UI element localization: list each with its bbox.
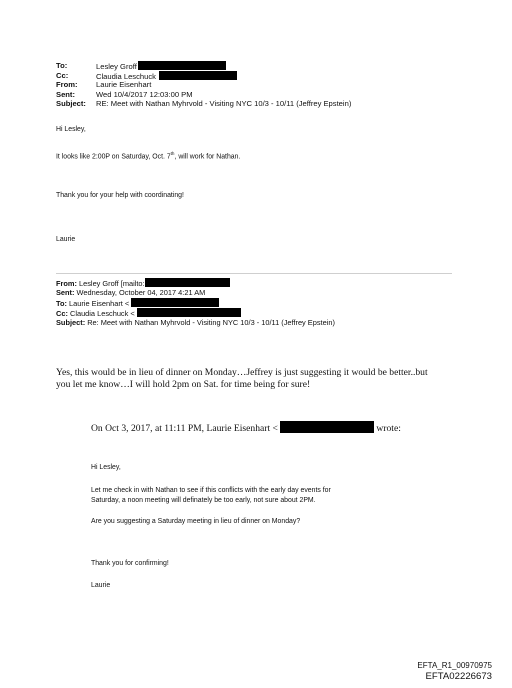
quote-intro-text: On Oct 3, 2017, at 11:11 PM, Laurie Eisenhart <	[91, 423, 278, 434]
quoted-to-label: To:	[56, 299, 67, 308]
header-cc-value: Claudia Leschuck	[96, 71, 156, 81]
header-sent-value: Wed 10/4/2017 12:03:00 PM	[96, 89, 193, 99]
quoted-from-label: From:	[56, 279, 77, 288]
message1-greeting: Hi Lesley,	[56, 126, 86, 133]
message3-para2: Are you suggesting a Saturday meeting in lieu of dinner on Monday?	[91, 518, 301, 525]
quote-intro-wrote: wrote:	[376, 423, 401, 434]
redaction-box	[159, 71, 237, 80]
header-from-label: From:	[56, 80, 78, 90]
redaction-box	[280, 421, 374, 433]
quoted-subject-row	[56, 318, 335, 328]
quoted-from-value: Lesley Groff [mailto:	[79, 279, 145, 288]
quoted-sent-row	[56, 288, 205, 298]
header-to-label: To:	[56, 61, 68, 70]
quoted-sent-label: Sent:	[56, 288, 75, 297]
quoted-subject-label: Subject:	[56, 318, 86, 327]
redaction-box	[137, 308, 241, 317]
redaction-box	[131, 298, 219, 307]
redaction-box	[138, 61, 226, 70]
message3-greeting: Hi Lesley,	[91, 464, 121, 471]
message1-line1	[56, 149, 240, 161]
separator-rule	[56, 273, 452, 274]
message3-signature: Laurie	[91, 582, 111, 589]
quoted-to-value: Laurie Eisenhart <	[69, 299, 130, 308]
message3-thanks: Thank you for confirming!	[91, 560, 169, 567]
quoted-cc-label: Cc:	[56, 309, 68, 318]
header-subject-label: Subject:	[56, 99, 86, 109]
bates-number-primary: EFTA_R1_00970975	[417, 661, 492, 670]
header-subject-value: RE: Meet with Nathan Myhrvold - Visiting NYC 10/3 - 10/11 (Jeffrey Epstein)	[96, 99, 352, 109]
message1-line1-text-end: , will work for Nathan.	[174, 153, 241, 161]
quoted-subject-value: Re: Meet with Nathan Myhrvold - Visiting NYC 10/3 - 10/11 (Jeffrey Epstein)	[87, 318, 335, 327]
bates-number-secondary: EFTA02226673	[425, 671, 492, 682]
message3-para1-line1: Let me check in with Nathan to see if this conflicts with the early day events for	[91, 487, 331, 494]
message1-thanks: Thank you for your help with coordinating!	[56, 192, 184, 199]
message3-para1-line2: Saturday, a noon meeting will definately be too early, not sure about 2PM.	[91, 497, 316, 504]
quoted-sent-value: Wednesday, October 04, 2017 4:21 AM	[76, 288, 206, 297]
message2-line2: you let me know…I will hold 2pm on Sat. for time being for sure!	[56, 379, 311, 390]
message1-line1-superscript: th	[170, 151, 175, 156]
header-sent-label: Sent:	[56, 89, 75, 99]
message2-line1: Yes, this would be in lieu of dinner on Monday…Jeffrey is just suggesting it would be better..but	[56, 367, 428, 378]
header-from-value: Laurie Eisenhart	[96, 80, 152, 90]
message1-signature: Laurie	[56, 236, 76, 243]
header-cc-label: Cc:	[56, 70, 69, 80]
header-to-value: Lesley Groff	[96, 62, 137, 71]
quote-intro	[91, 421, 401, 435]
message1-line1-text: It looks like 2:00P on Saturday, Oct. 7	[56, 153, 171, 161]
quoted-cc-value: Claudia Leschuck <	[69, 309, 135, 318]
redaction-box	[145, 278, 230, 287]
